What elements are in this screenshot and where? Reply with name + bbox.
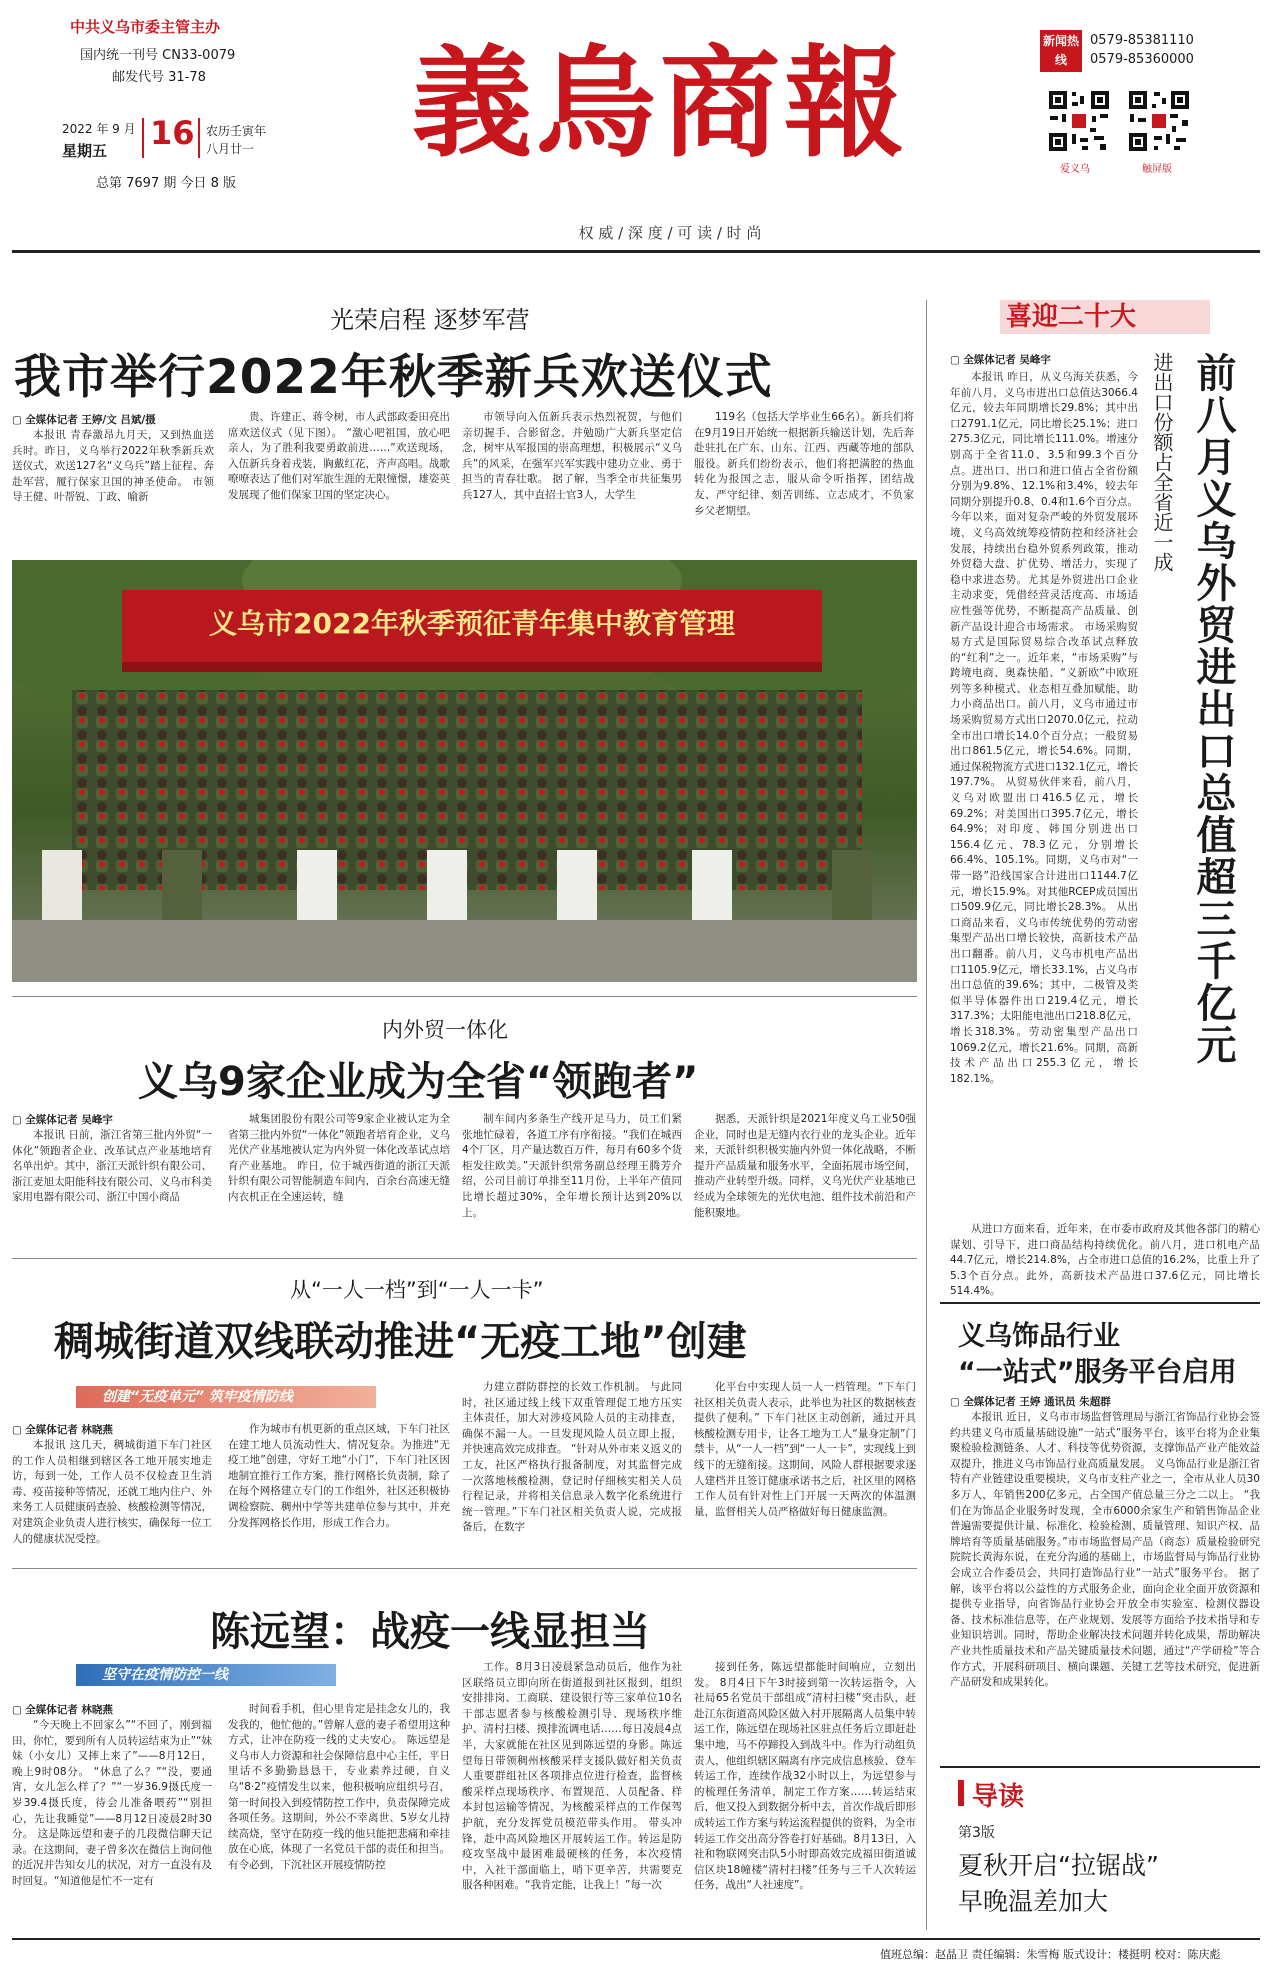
lead-column-4 — [694, 410, 914, 552]
story3-headline: 稠城街道双线联动推进“无疫工地”创建 — [54, 1319, 747, 1365]
qr-code-icon — [1126, 88, 1192, 154]
story5-divider — [940, 1766, 1260, 1768]
masthead-divider — [12, 250, 1260, 253]
story3-column-4 — [694, 1380, 916, 1560]
newspaper-title: 義烏商報 — [412, 33, 908, 174]
footer-divider — [12, 1938, 1260, 1940]
column-divider — [926, 300, 927, 1930]
story3-column-3 — [462, 1380, 682, 1560]
story4-banner — [76, 1664, 336, 1686]
qr-code-mobile-label: 触屏版 — [1142, 164, 1172, 175]
story2-col1-text: 本报讯 日前，浙江省第三批内外贸“一体化”领跑者企业、改革试点产业基地培育名单出炉。其中，浙江天派针织有限公司、浙江麦旭太阳能科技有限公司、义乌市科美家用电器有限公司、浙江中国小商品 — [12, 1129, 212, 1204]
postal-code: 邮发代号 31-78 — [112, 70, 206, 85]
lead-col4-text: 119名（包括大学毕业生66名）。新兵们将在9月19日开始统一根据新兵输送计划，先后奔赴驻扎在广东、山东、江西、西藏等地的部队服役。新兵们纷纷表示，他们将把满腔的热血转化为报国之志，服从命令听指挥，团结战友、严守纪律、刻苦训练、立志成才，不负家乡父老期望。 — [694, 411, 914, 517]
story4-column-2 — [228, 1702, 450, 1930]
guide-line-1[interactable]: 夏秋开启“拉锯战” — [958, 1851, 1159, 1880]
story3-col4-text: 化平台中实现人员一人一档管理。“下车门社区相关负责人表示，此举也为社区的数据核查提供了便利。” 下车门社区主动创新，通过开具核酸检测专用卡，让各工地为工人“量身定制”门禁卡，从“一人一档”到“一人一卡”，实现线上到线下的无缝衔接。这期间，风险人群根据要求逐人建档并且签订健康承诺书之后，社区里的网格工作人员有针对性上门开展一天两次的体温测量，监督相关人员严格做好每日健康监测。 — [694, 1381, 916, 1518]
lead-col2-text: 贵、许建正、蒋令树，市人武部政委田亮出席欢送仪式（见下图）。 “激心吧祖国，放心吧亲人，为了胜利我要勇敢前进……”欢送现场，入伍新兵身着戎装，胸戴红花，齐声高唱。战歌嘹嘹表达了他们对军旅生涯的无限憧憬，雄姿英发展现了他们保家卫国的坚定决心。 — [228, 411, 450, 501]
lead-col1-text: 本报讯 青春激昂九月天，又到热血送兵时。昨日，义乌举行2022年秋季新兵欢送仪式，欢送127名“义乌兵”踏上征程、奔赴军营，履行保家卫国的神圣使命。 市领导王健、叶帮锐、丁政、喻新 — [12, 429, 214, 504]
trade-headline: 前八月义乌外贸进出口总值超三千亿元 — [1190, 352, 1236, 1066]
story4-column-3 — [462, 1660, 682, 1930]
story4-col2-text: 时间看手机，但心里肯定是挂念女儿的，我发我的，他忙他的。”曾解人意的妻子希望用这种方式，让冲在防疫一线的丈夫安心。 陈远望是义乌市人力资源和社会保障信息中心主任，平日里话不多勤勤恳恳干，专业素养过硬，自义乌“8·2”疫情发生以来，他积极响应组织号召，第一时间投入到疫情防控工作中，负责保障完成各项任务。这期间，外公不幸离世、5岁女儿持续高烧，坚守在防疫一线的他只能把悲痛和牵挂放在心底，体现了一名党员干部的责任和担当。 有令必到，下沉社区开展疫情防控 — [228, 1703, 450, 1871]
story5-headline-2: “一站式”服务平台启用 — [958, 1357, 1237, 1388]
lead-column-3 — [462, 410, 682, 552]
story4-col1-text: “今天晚上不回家么”“不回了，刚到福田，你忙，要到所有人员转运结束为止”“妹妹（小女儿）又摔上来了”——8月12日，晚上9时08分。 “休息了么？”“没，要通宵，女儿怎么样了？”“一岁36.9摄氏度一岁39.4摄氏度，待会儿准备喂药”“别担心，先让我睡觉”——8月12日凌晨2时30分。 这是陈远望和妻子的几段微信聊天记录。在这期间，妻子曾多次在微信上询问他的近况并告知女儿的状况，对方一直没有及时回复。“知道他是忙不一定有 — [12, 1719, 212, 1887]
qr-code-mobile[interactable] — [1126, 88, 1192, 154]
story4-col4-text: 接到任务，陈远望都能时间响应，立刻出发。 8月4日下午3时接到第一次转运指令，入社局65名党员干部组成“清村扫楼”突击队，赶赴江东街道高风险区做入村开展隔离人员集中转运工作，陈远望在现场社区驻点任务后立即赶赴集中地，马不停蹄投入到战斗中。作为行动组负责人，他组织辖区隔离有序完成信息核验、登车转运工作，连续作战32小时以上，为远望参与的梳理任务清单，制定工作方案……转运结束后，他又投入到数据分析中去，首次作战后即形成转运工作方案与转运流程提供的资料，为全市转运工作交出高分答卷打好基础。8月13日，入社和物联网突击队5小时即高效完成福田街道诚信区块18幢楼“清村扫楼”任务与三千人次转运任务，战出“人社速度”。 — [694, 1661, 916, 1892]
lead-col3-text: 市领导向入伍新兵表示热烈祝贺，与他们亲切握手、合影留念，并勉励广大新兵坚定信念，树牢从军报国的崇高理想，积极展示“义乌兵”的风采，在强军兴军实践中建功立业、勇于担当的青春壮歌。 据了解，当季全市共征集男兵127人，其中直招士官3人，大学生 — [462, 411, 682, 501]
cn-number: 国内统一刊号 CN33-0079 — [80, 48, 236, 63]
trade-body-bottom — [950, 1222, 1260, 1297]
date-divider-2 — [198, 118, 200, 158]
photo-banner-text: 义乌市2022年秋季预征青年集中教育管理 — [209, 607, 735, 640]
masthead — [0, 0, 1272, 250]
story2-column-4 — [694, 1112, 916, 1248]
story4-headline: 陈远望：战疫一线显担当 — [210, 1609, 650, 1655]
story5-headline-1: 义乌饰品行业 — [958, 1321, 1120, 1352]
slogan: 权 威 / 深 度 / 可 读 / 时 尚 — [578, 224, 762, 242]
story3-banner — [76, 1386, 376, 1408]
trade-body-bottom-text: 从进口方面来看，近年来，在市委市政府及其他各部门的精心谋划、引导下，进口商品结构持续优化。前八月，进口机电产品44.7亿元，增长214.8%，占全市进口总值的16.2%，比重上升了5.3个百分点。此外，高新技术产品进口37.6亿元，同比增长514.4%。 — [950, 1223, 1260, 1297]
phone-2: 0579-85360000 — [1090, 52, 1194, 67]
trade-divider — [940, 1302, 1260, 1304]
story4-col3-text: 工作。8月3日凌晨紧急动员后，他作为社区联络员立即向所在街道报到社区报到，组织安排排岗、工商联、建设银行等三家单位10名干部志愿者参与核酸检测引导、现场秩序维护、清村扫楼、摸排流调电话……每日凌晨4点半，大家就能在社区见到陈远望的身影。陈远望每日带领稠州核酸采样支援队做好相关负责人重要群组社区各项排点位进行检查，监督核酸采样点现场秩序、布置规范、人员配备、样本封包运输等情况，为核酸采样点的工作保驾护航，充分发挥党员模范带头作用。 带头冲锋，赴中高风险地区开展转运工作。转运是防疫攻坚战中最困难最硬核的任务，本次疫情中，入社干部面临上，哨下更辛苦，共需要克服各种困难。“我肯定能，让我上！”每一次 — [462, 1661, 682, 1892]
trade-body — [950, 370, 1138, 1220]
lead-photo — [12, 560, 917, 982]
date-weekday: 星期五 — [62, 142, 108, 160]
story2-kicker: 内外贸一体化 — [382, 1018, 508, 1042]
story3-banner-text: 创建“无疫单元” 筑牢疫情防线 — [102, 1389, 293, 1405]
date-day: 16 — [150, 114, 195, 152]
trade-byline: ▢ 全媒体记者 吴峰宇 — [950, 352, 1051, 367]
host-line: 中共义乌市委主管主办 — [70, 18, 221, 36]
story2-headline: 义乌9家企业成为全省“领跑者” — [138, 1059, 699, 1105]
story4-byline: ▢ 全媒体记者 林晓燕 — [12, 1702, 113, 1717]
story2-top-divider — [12, 996, 917, 997]
qr-code-icon — [1046, 88, 1112, 154]
issue-number: 总第 7697 期 今日 8 版 — [96, 176, 237, 191]
story2-col2-text: 城集团股份有限公司等9家企业被认定为全省第三批内外贸“一体化”领跑者培育企业，义乌光伏产业基地被认定为内外贸一体化改革试点培育产业基地。 昨日，位于城西街道的浙江天派针织有限公司智能制造车间内，百余台高速无缝内衣机正在全速运转，缝 — [228, 1113, 450, 1203]
story2-column-3 — [462, 1112, 682, 1248]
lead-byline: ▢ 全媒体记者 王婷/文 吕斌/摄 — [12, 412, 156, 427]
lunar-day: 八月廿一 — [206, 142, 255, 156]
lead-headline: 我市举行2022年秋季新兵欢送仪式 — [14, 350, 773, 405]
story3-col3-text: 力建立群防群控的长效工作机制。 与此同时，社区通过线上线下双重管理促工地方压实主体责任，加大对涉疫风险人员的主动排查，确保不漏一人。一旦发现风险人员立即上报，并快速高效完成排查。 “针对从外市来义返义的工友，社区严格执行报备制度，对其监督完成一次落地核酸检测，登记时仔细核实相关人员行程记录，并将相关信息录入数字化系统进行统一管理。”下车门社区相关负责人说，完成报备后，在数字 — [462, 1381, 682, 1534]
footer-credits: 值班总编：赵晶卫 责任编辑：朱雪梅 版式设计：楼挺明 校对：陈庆彪 — [880, 1948, 1221, 1961]
date-year-month: 2022 年 9 月 — [62, 122, 136, 136]
guide-label: 导读 — [972, 1782, 1025, 1812]
trade-tag: 喜迎二十大 — [1000, 300, 1210, 334]
lead-column-2 — [228, 410, 450, 552]
qr-code-app[interactable] — [1046, 88, 1112, 154]
story2-column-1 — [12, 1128, 212, 1248]
guide-line-2[interactable]: 早晚温差加大 — [958, 1887, 1109, 1916]
story2-byline: ▢ 全媒体记者 吴峰宇 — [12, 1112, 113, 1127]
story2-column-2 — [228, 1112, 450, 1248]
story3-kicker: 从“一人一档”到“一人一卡” — [290, 1278, 544, 1302]
story2-col4-text: 据悉，天派针织是2021年度义乌工业50强企业，同时也是无缝内衣行业的龙头企业。近年来，天派针织积极实施内外贸一体化战略，不断提升产品质量和服务水平，全面拓展市场空间，推动产业转型升级。同样，义乌光伏产业基地已经成为全球领先的光伏电池、组件技术前沿和产能积聚地。 — [694, 1113, 916, 1219]
lunar-year: 农历壬寅年 — [206, 124, 267, 138]
trade-subhead: 进出口份额占全省近一成 — [1150, 352, 1174, 572]
story5-body-text: 本报讯 近日，义乌市市场监督管理局与浙江省饰品行业协会签约共建义乌市质量基础设施“一站式”服务平台，该平台将为企业集聚检验检测链条、人才、科技等优势资源，支撑饰品产业产能效益双提升，推进义乌市饰品行业高质量发展。 义乌饰品行业是浙江省特有产业链建设重要模块，义乌市支柱产业之一，全市从业人员30多万人，年销售200亿多元，占全国产值总量三分之二以上。 “我们在为饰品企业服务时发现，全市6000余家生产和销售饰品企业普遍需要提供计量、标准化、检验检测、质量管理、知识产权、品牌培育等质量基础服务。”市市场监督局产品（商态）质量检验研究院院长黄海东说，在充分沟通的基础上，市场监督局与饰品行业协会成立合作委员会，共同打造饰品行业“一站式”服务平台。 据了解，该平台将以公益性的方式服务企业，面向企业全面开放资源和提供专业指导，向省饰品行业协会开放全市实验室、检测仪器设备、技术标准信息等，在产业规划、发展等方面给予技术指导和专业知识培训。同时，帮助企业解决技术问题并转化成果，帮助解决产业共性质量技术和产品关键质量技术问题，通过“产学研检”等合作方式，开展科研项目、横向课题、关键工艺等技术研究，促进新产品研发和成果转化。 — [950, 1411, 1260, 1689]
story5-body — [950, 1410, 1260, 1760]
lead-column-1 — [12, 428, 214, 552]
story3-top-divider — [12, 1258, 917, 1259]
story4-banner-text: 坚守在疫情防控一线 — [102, 1667, 228, 1683]
guide-page: 第3版 — [958, 1825, 995, 1841]
phone-1: 0579-85381110 — [1090, 33, 1194, 48]
story5-byline: ▢ 全媒体记者 王婷 通讯员 朱超群 — [950, 1394, 1111, 1409]
guide-marker — [958, 1780, 964, 1806]
date-divider — [142, 118, 144, 158]
story2-col3-text: 制车间内多条生产线开足马力，员工们紧张地忙碌着，各道工序有序衔接。“我们在城西4个厂区，月产量达数百万件，每月有60多个货柜发往欧美。”天派针织常务副总经理王腾芳介绍，公司目前订单排至11月份，上半年产值同比增长超过30%，全年增长预计达到20%以上。 — [462, 1113, 682, 1219]
story3-column-2 — [228, 1422, 450, 1560]
hotline-label: 新闻热线 — [1040, 30, 1082, 72]
story3-col1-text: 本报讯 这几天，稠城街道下车门社区的工作人员相继到辖区各工地开展实地走访，每到一处，工作人员不仅检查卫生消毒、疫苗接种等情况，还就工地内住户、外来务工人员健康码查验、核酸检测等情况，对建筑企业负责人进行核实，确保每一位工人的健康状况受控。 — [12, 1439, 212, 1545]
story3-col2-text: 作为城市有机更新的重点区域，下车门社区在建工地人员流动性大、情况复杂。为推进“无疫工地”创建，守好工地“小门”，下车门社区因地制宜推行工作方案，推行网格长负责制，除了在每个网格建立专门的工作组外，社区还积极协调检察院、稠州中学等共建单位参与其中，并充分发挥网格长作用，形成工作合力。 — [228, 1423, 450, 1529]
lead-kicker: 光荣启程 逐梦军营 — [330, 306, 530, 334]
story4-column-1 — [12, 1718, 212, 1930]
story4-top-divider — [12, 1568, 917, 1569]
story3-column-1 — [12, 1438, 212, 1560]
qr-code-app-label: 爱义乌 — [1060, 164, 1090, 175]
story3-byline: ▢ 全媒体记者 林晓燕 — [12, 1422, 113, 1437]
story4-column-4 — [694, 1660, 916, 1930]
trade-body-text: 本报讯 昨日，从义乌海关获悉，今年前八月，义乌市进出口总值达3066.4亿元，较去年同期增长29.8%；其中出口2791.1亿元，同比增长25.1%；进口275.3亿元，同比增长111.0%。增速分别高于全省11.0、3.5和99.3个百分点。进出口、出口和进口值占全省份额分别为9.8%、12.1%和3.4%，较去年同期分别提升0.8、0.4和1.6个百分点。 今年以来，面对复杂严峻的外贸发展环境，义乌高效统筹疫情防控和经济社会发展，持续出台稳外贸系列政策，推动外贸稳大盘、扩优势、增活力，实现了稳中求进态势。尤其是外贸进出口企业主动求变，凭借经营灵活度高、市场适应性强等优势，不断提高产品质量、创新产品设计迎合市场需求。 市场采购贸易方式是国际贸易综合改革试点释放的“红利”之一。近年来，“市场采购”与跨境电商、奥森快船、“义新欧”中欧班列等多种模式、业态相互叠加赋能，助力小商品出口。前八月，义乌市通过市场采购贸易方式出口2070.0亿元，拉动全市出口增长14.0个百分点；一般贸易出口861.5亿元，增长54.6%。同期，通过保税物流方式进口132.1亿元，增长197.7%。 从贸易伙伴来看，前八月，义乌对欧盟出口416.5亿元，增长69.2%；对美国出口395.7亿元，增长64.9%；对印度、韩国分别进出口156.4亿元、78.3亿元，分别增长66.4%、105.1%。同期，义乌市对“一带一路”沿线国家合计进出口1144.7亿元，增长15.9%。对其他RCEP成员国出口509.9亿元，同比增长28.3%。 从出口商品来看，义乌市传统优势的劳动密集型产品出口增长较快，高新技术产品出口翻番。前八月，义乌市机电产品出口1105.9亿元，增长33.1%，占义乌市出口总值的39.6%；其中，二极管及类似半导体器件出口219.4亿元，增长317.3%；太阳能电池出口218.8亿元，增长318.3%。劳动密集型产品出口1069.2亿元，增长21.6%。同期，高新技术产品出口255.3亿元，增长182.1%。 — [950, 371, 1138, 1085]
